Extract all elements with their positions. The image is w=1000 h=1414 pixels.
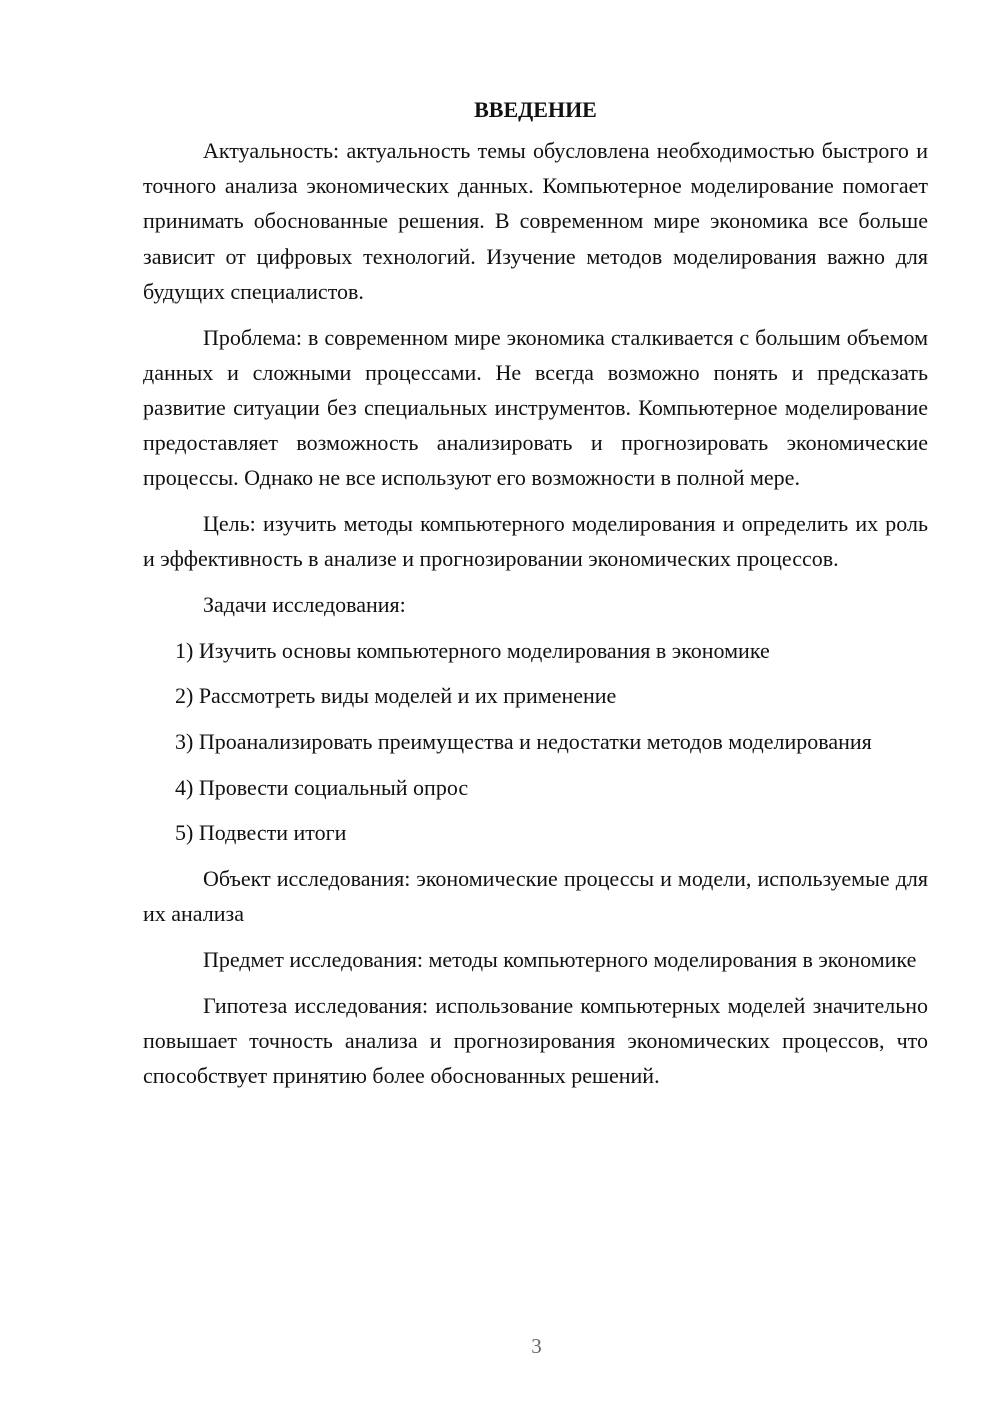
page-number: 3 <box>531 1334 542 1358</box>
page-title: ВВЕДЕНИЕ <box>474 97 597 122</box>
list-item: 4) Провести социальный опрос <box>175 774 469 800</box>
list-item: 2) Рассмотреть виды моделей и их применение <box>175 683 617 709</box>
list-item: 3) Проанализировать преимущества и недостатки методов моделирования <box>175 729 872 755</box>
problem-paragraph: Проблема: в современном мире экономика сталкивается с большим объемом данных и сложными процессами. Не всегда возможно понять и предсказать развитие ситуации без специальных инструментов. Компьютерное моделирование предоставляет возможность анализировать и прогнозировать экономические процессы. Однако не все используют его возможности в полной мере. <box>143 324 928 491</box>
tasks-heading: Задачи исследования: <box>203 591 406 617</box>
subject-paragraph: Предмет исследования: методы компьютерного моделирования в экономике <box>203 947 917 973</box>
list-item: 1) Изучить основы компьютерного моделирования в экономике <box>175 637 770 663</box>
tasks-list <box>143 633 928 851</box>
list-item: 5) Подвести итоги <box>175 820 347 846</box>
document-page <box>143 92 928 1104</box>
object-paragraph: Объект исследования: экономические процессы и модели, используемые для их анализа <box>143 866 928 927</box>
relevance-paragraph: Актуальность: актуальность темы обусловлена необходимостью быстрого и точного анализа экономических данных. Компьютерное моделирование помогает принимать обоснованные решения. В современном мире экономика все больше зависит от цифровых технологий. Изучение методов моделирования важно для будущих специалистов. <box>143 138 928 304</box>
hypothesis-paragraph: Гипотеза исследования: использование компьютерных моделей значительно повышает точность анализа и прогнозирования экономических процессов, что способствует принятию более обоснованных решений. <box>143 992 928 1089</box>
goal-paragraph: Цель: изучить методы компьютерного моделирования и определить их роль и эффективность в анализе и прогнозировании экономических процессов. <box>143 511 928 572</box>
